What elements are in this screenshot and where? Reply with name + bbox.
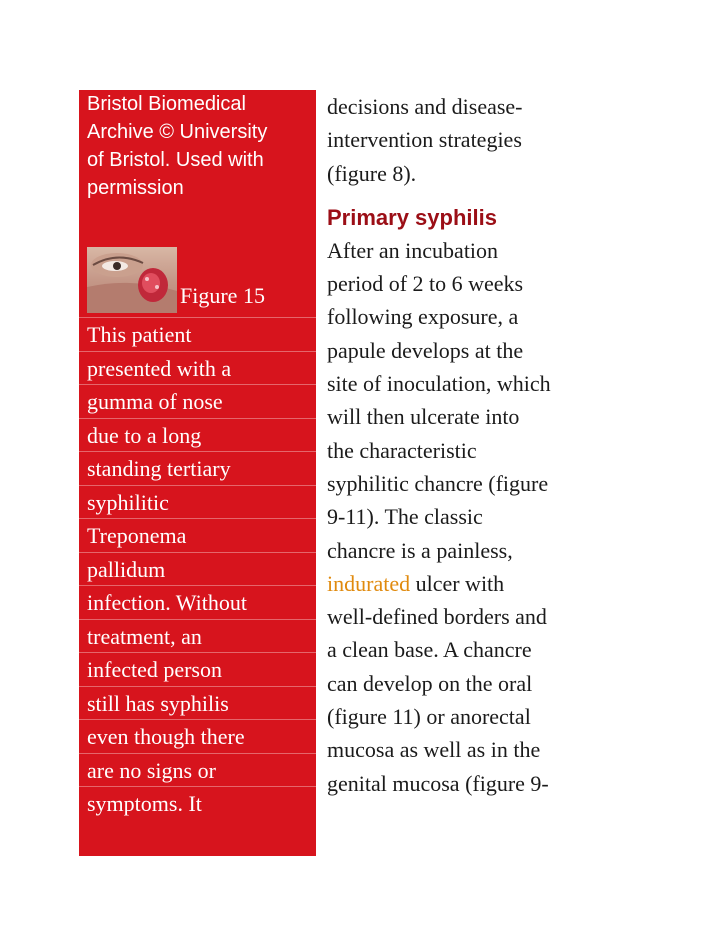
body-line: chancre is a painless, — [327, 537, 513, 563]
caption-line: still has syphilis — [79, 686, 316, 720]
body-line: following exposure, a — [327, 304, 519, 330]
gumma-photo-thumbnail — [87, 247, 177, 313]
body-line: a clean base. A chancre — [327, 637, 532, 663]
body-line-rest: ulcer with — [410, 570, 505, 596]
credit-line: Bristol Biomedical — [87, 93, 246, 115]
caption-line: pallidum — [79, 552, 316, 586]
body-line: genital mucosa (figure 9- — [327, 770, 549, 796]
body-line: can develop on the oral — [327, 670, 533, 696]
credit-line: of Bristol. Used with — [87, 149, 264, 171]
credit-line: Archive © University — [87, 121, 268, 143]
caption-line: presented with a — [79, 351, 316, 385]
body-line: (figure 11) or anorectal — [327, 704, 531, 730]
figure-label: Figure 15 — [180, 283, 265, 308]
caption-line: Treponema — [79, 518, 316, 552]
caption-line: This patient — [79, 317, 316, 351]
figure-sidebar — [79, 90, 316, 856]
body-line: 9-11). The classic — [327, 504, 483, 530]
figure-row — [79, 247, 316, 314]
body-line: mucosa as well as in the — [327, 737, 541, 763]
intro-line: intervention strategies — [327, 127, 522, 153]
body-line: well-defined borders and — [327, 604, 547, 630]
body-line: will then ulcerate into — [327, 404, 520, 430]
caption-line: symptoms. It — [79, 786, 316, 820]
body-line: After an incubation — [327, 237, 499, 263]
caption-line: standing tertiary — [79, 451, 316, 485]
image-credit — [87, 90, 313, 202]
caption-line: even though there — [79, 719, 316, 753]
body-line-with-link — [327, 567, 647, 600]
caption-line: due to a long — [79, 418, 316, 452]
figure-caption — [79, 317, 316, 820]
caption-line: treatment, an — [79, 619, 316, 653]
caption-line: syphilitic — [79, 485, 316, 519]
main-text-column — [327, 90, 647, 800]
indurated-link[interactable]: indurated — [327, 570, 411, 596]
credit-line: permission — [87, 177, 184, 199]
body-line: syphilitic chancre (figure — [327, 470, 549, 496]
caption-line: infection. Without — [79, 585, 316, 619]
body-line: site of inoculation, which — [327, 371, 551, 397]
body-line: period of 2 to 6 weeks — [327, 271, 524, 297]
intro-line: (figure 8). — [327, 160, 417, 186]
caption-line: infected person — [79, 652, 316, 686]
intro-line: decisions and disease- — [327, 94, 523, 119]
caption-line: gumma of nose — [79, 384, 316, 418]
body-line: papule develops at the — [327, 337, 524, 363]
section-heading: Primary syphilis — [327, 204, 497, 230]
caption-line: are no signs or — [79, 753, 316, 787]
body-line: the characteristic — [327, 437, 477, 463]
